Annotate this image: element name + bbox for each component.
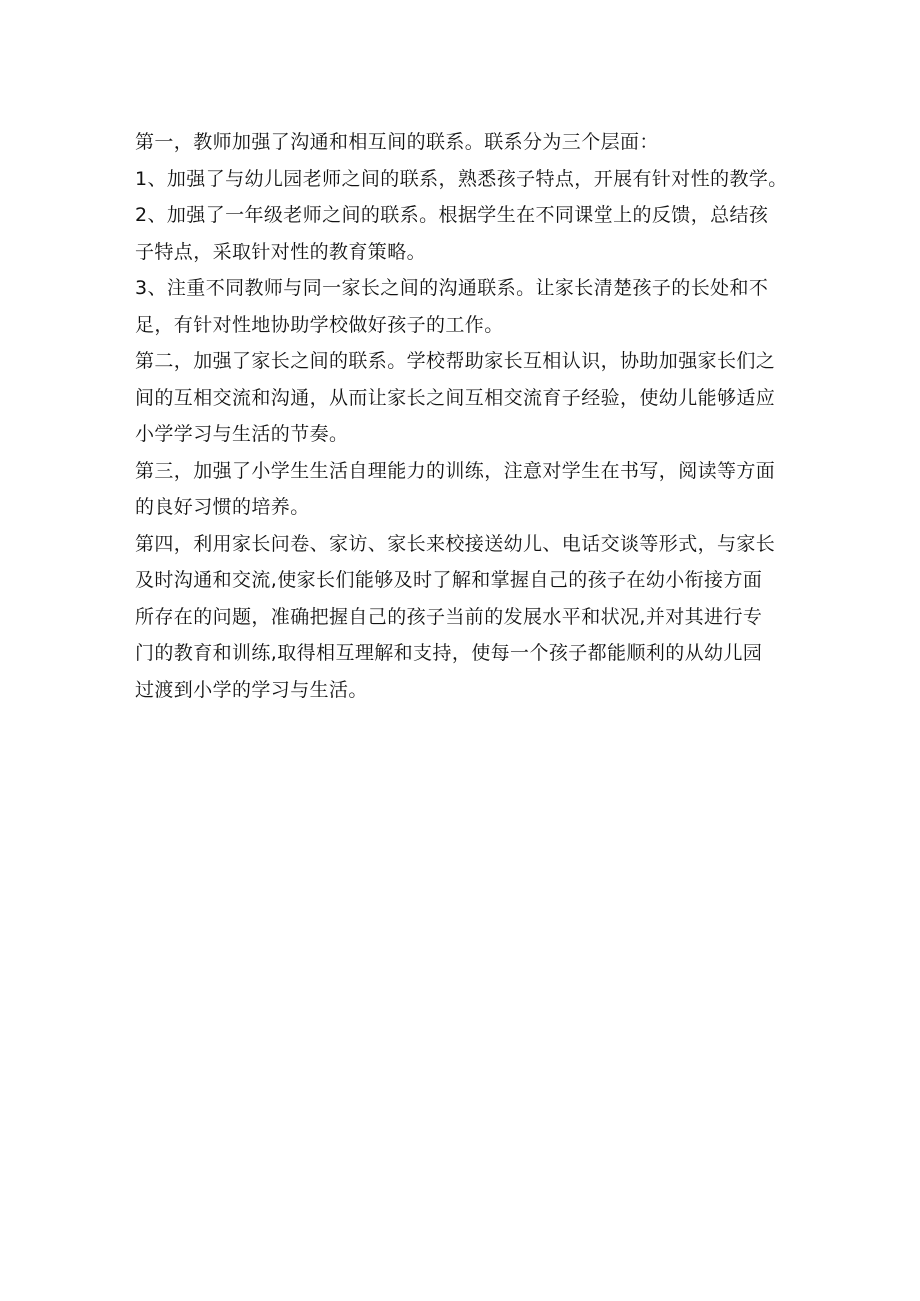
paragraph-fourth	[135, 526, 795, 709]
text-line: 间的互相交流和沟通，从而让家长之间互相交流育子经验，使幼儿能够适应	[135, 386, 776, 409]
text-line: 小学学习与生活的节奏。	[135, 423, 349, 445]
text-line: 2、加强了一年级老师之间的联系。根据学生在不同课堂上的反馈，总结孩	[135, 204, 769, 226]
paragraph-item-1	[135, 161, 795, 198]
text-line: 第三，加强了小学生生活自理能力的训练，注意对学生在书写，阅读等方面	[135, 459, 776, 482]
document-body	[135, 124, 795, 708]
paragraph-item-2	[135, 197, 795, 270]
text-line: 第四，利用家长问卷、家访、家长来校接送幼儿、电话交谈等形式，与家长	[135, 532, 776, 555]
paragraph-third	[135, 453, 795, 526]
text-line: 过渡到小学的学习与生活。	[135, 678, 368, 701]
text-line: 第一，教师加强了沟通和相互间的联系。联系分为三个层面：	[135, 131, 659, 153]
text-line: 所存在的问题，准确把握自己的孩子当前的发展水平和状况,并对其进行专	[135, 605, 763, 628]
text-line: 第二，加强了家长之间的联系。学校帮助家长互相认识，协助加强家长们之	[135, 350, 776, 372]
paragraph-second	[135, 343, 795, 453]
text-line: 门的教育和训练,取得相互理解和支持，使每一个孩子都能顺利的从幼儿园	[135, 642, 763, 664]
text-line: 子特点，采取针对性的教育策略。	[135, 240, 427, 263]
text-line: 3、注重不同教师与同一家长之间的沟通联系。让家长清楚孩子的长处和不	[135, 277, 769, 299]
paragraph-item-3	[135, 270, 795, 343]
text-line: 1、加强了与幼儿园老师之间的联系，熟悉孩子特点，开展有针对性的教学。	[135, 167, 788, 190]
text-line: 的良好习惯的培养。	[135, 496, 310, 518]
paragraph-intro	[135, 124, 795, 161]
text-line: 足，有针对性地协助学校做好孩子的工作。	[135, 313, 504, 336]
text-line: 及时沟通和交流,使家长们能够及时了解和掌握自己的孩子在幼小衔接方面	[135, 569, 763, 591]
